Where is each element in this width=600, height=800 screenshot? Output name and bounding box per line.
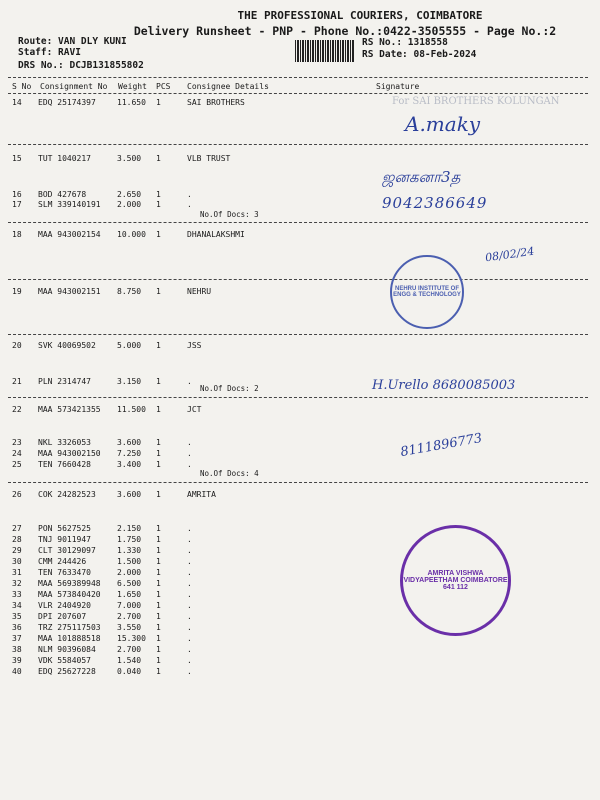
row-details: JCT xyxy=(187,405,202,414)
row-consignment: TEN 7660428 xyxy=(38,460,91,469)
row-sno: 23 xyxy=(12,438,22,447)
table-row xyxy=(0,667,600,678)
row-sno: 33 xyxy=(12,590,22,599)
barcode xyxy=(295,40,355,62)
handwriting-phone: H.Urello 8680085003 xyxy=(372,378,516,393)
row-weight: 3.600 xyxy=(117,438,142,447)
table-row xyxy=(0,601,600,612)
row-consignment: CMM 244426 xyxy=(38,557,87,566)
row-details: VLB TRUST xyxy=(187,154,231,163)
row-weight: 1.650 xyxy=(117,590,142,599)
row-details: . xyxy=(187,438,192,447)
stamp-text: AMRITA VISHWA VIDYAPEETHAM COIMBATORE 641 112 xyxy=(403,570,508,591)
row-consignment: EDQ 25174397 xyxy=(38,98,96,107)
row-weight: 7.250 xyxy=(117,449,142,458)
row-consignment: CLT 30129097 xyxy=(38,546,96,555)
row-consignment: VLR 2404920 xyxy=(38,601,91,610)
row-sno: 37 xyxy=(12,634,22,643)
handwriting-phone: 9042386649 xyxy=(382,194,488,212)
row-sno: 30 xyxy=(12,557,22,566)
table-row xyxy=(0,634,600,645)
row-pcs: 1 xyxy=(156,579,161,588)
table-row xyxy=(0,557,600,568)
row-pcs: 1 xyxy=(156,287,161,296)
row-weight: 7.000 xyxy=(117,601,142,610)
row-details: . xyxy=(187,634,192,643)
table-row xyxy=(0,230,600,241)
row-consignment: MAA 943002150 xyxy=(38,449,101,458)
row-details: . xyxy=(187,656,192,665)
drs-number: DRS No.: DCJB131855802 xyxy=(18,60,144,71)
row-sno: 34 xyxy=(12,601,22,610)
row-details: NEHRU xyxy=(187,287,212,296)
row-consignment: TRZ 275117503 xyxy=(38,623,101,632)
table-row xyxy=(0,524,600,535)
row-details: . xyxy=(187,190,192,199)
row-details: DHANALAKSHMI xyxy=(187,230,245,239)
row-pcs: 1 xyxy=(156,645,161,654)
row-pcs: 1 xyxy=(156,557,161,566)
row-consignment: SVK 40069502 xyxy=(38,341,96,350)
college-stamp xyxy=(390,255,464,329)
row-details: JSS xyxy=(187,341,202,350)
row-pcs: 1 xyxy=(156,535,161,544)
table-row xyxy=(0,438,600,449)
row-sno: 19 xyxy=(12,287,22,296)
row-weight: 2.650 xyxy=(117,190,142,199)
stamp-text: NEHRU INSTITUTE OF ENGG & TECHNOLOGY xyxy=(393,286,461,298)
row-pcs: 1 xyxy=(156,98,161,107)
row-pcs: 1 xyxy=(156,656,161,665)
row-details: . xyxy=(187,535,192,544)
row-pcs: 1 xyxy=(156,601,161,610)
row-divider xyxy=(8,144,588,145)
row-weight: 1.330 xyxy=(117,546,142,555)
col-details: Consignee Details xyxy=(187,82,269,91)
row-sno: 39 xyxy=(12,656,22,665)
row-weight: 3.500 xyxy=(117,154,142,163)
row-consignment: COK 24282523 xyxy=(38,490,96,499)
row-details: . xyxy=(187,546,192,555)
row-sno: 27 xyxy=(12,524,22,533)
row-details: . xyxy=(187,200,192,209)
row-details: SAI BROTHERS xyxy=(187,98,245,107)
col-weight: Weight xyxy=(118,82,147,91)
row-sno: 28 xyxy=(12,535,22,544)
col-signature: Signature xyxy=(376,82,420,91)
row-sno: 16 xyxy=(12,190,22,199)
table-row xyxy=(0,449,600,460)
row-weight: 15.300 xyxy=(117,634,146,643)
row-details: . xyxy=(187,460,192,469)
row-pcs: 1 xyxy=(156,612,161,621)
handwriting-phone: 8111896773 xyxy=(399,430,484,461)
row-weight: 11.500 xyxy=(117,405,146,414)
row-sno: 36 xyxy=(12,623,22,632)
row-weight: 2.700 xyxy=(117,645,142,654)
row-consignment: DPI 207607 xyxy=(38,612,87,621)
row-weight: 1.540 xyxy=(117,656,142,665)
row-consignment: MAA 573840420 xyxy=(38,590,101,599)
route-label: Route: VAN DLY KUNI xyxy=(18,36,127,47)
row-pcs: 1 xyxy=(156,377,161,386)
handwriting-date: 08/02/24 xyxy=(484,244,536,265)
table-row xyxy=(0,623,600,634)
company-title: THE PROFESSIONAL COURIERS, COIMBATORE xyxy=(237,9,483,22)
row-sno: 35 xyxy=(12,612,22,621)
row-weight: 5.000 xyxy=(117,341,142,350)
row-sno: 18 xyxy=(12,230,22,239)
row-consignment: MAA 569389948 xyxy=(38,579,101,588)
row-pcs: 1 xyxy=(156,200,161,209)
row-consignment: NKL 3326053 xyxy=(38,438,91,447)
row-consignment: MAA 943002154 xyxy=(38,230,101,239)
table-row xyxy=(0,200,600,211)
row-sno: 29 xyxy=(12,546,22,555)
faded-stamp-text: For SAI BROTHERS KOLUNGAN xyxy=(392,96,560,107)
row-weight: 3.400 xyxy=(117,460,142,469)
row-divider xyxy=(8,334,588,335)
row-pcs: 1 xyxy=(156,449,161,458)
row-weight: 3.600 xyxy=(117,490,142,499)
table-row xyxy=(0,287,600,298)
row-details: . xyxy=(187,645,192,654)
header-rule-top xyxy=(8,77,588,78)
runsheet-subtitle: Delivery Runsheet - PNP - Phone No.:0422-3505555 - Page No.:2 xyxy=(133,24,557,38)
row-divider xyxy=(8,279,588,280)
row-weight: 1.750 xyxy=(117,535,142,544)
row-weight: 8.750 xyxy=(117,287,142,296)
row-sno: 38 xyxy=(12,645,22,654)
row-pcs: 1 xyxy=(156,590,161,599)
row-sno: 31 xyxy=(12,568,22,577)
row-consignment: PLN 2314747 xyxy=(38,377,91,386)
row-sno: 22 xyxy=(12,405,22,414)
row-pcs: 1 xyxy=(156,230,161,239)
signature-sai: A.maky xyxy=(405,112,481,136)
row-consignment: NLM 90396084 xyxy=(38,645,96,654)
row-weight: 6.500 xyxy=(117,579,142,588)
row-weight: 2.000 xyxy=(117,568,142,577)
row-weight: 2.000 xyxy=(117,200,142,209)
table-row xyxy=(0,590,600,601)
row-pcs: 1 xyxy=(156,341,161,350)
row-weight: 2.150 xyxy=(117,524,142,533)
row-pcs: 1 xyxy=(156,405,161,414)
row-pcs: 1 xyxy=(156,568,161,577)
row-consignment: MAA 101888518 xyxy=(38,634,101,643)
row-details: . xyxy=(187,449,192,458)
row-details: . xyxy=(187,623,192,632)
row-consignment: PON 5627525 xyxy=(38,524,91,533)
col-consignment: Consignment No xyxy=(40,82,108,91)
table-row xyxy=(0,612,600,623)
row-details: . xyxy=(187,377,192,386)
row-sno: 15 xyxy=(12,154,22,163)
row-details: AMRITA xyxy=(187,490,216,499)
row-weight: 10.000 xyxy=(117,230,146,239)
rs-number: RS No.: 1318558 xyxy=(362,37,448,48)
row-weight: 3.150 xyxy=(117,377,142,386)
row-details: . xyxy=(187,590,192,599)
row-details: . xyxy=(187,579,192,588)
row-sno: 24 xyxy=(12,449,22,458)
row-weight: 11.650 xyxy=(117,98,146,107)
row-details: . xyxy=(187,524,192,533)
row-divider xyxy=(8,397,588,398)
row-sno: 20 xyxy=(12,341,22,350)
row-weight: 2.700 xyxy=(117,612,142,621)
row-weight: 3.550 xyxy=(117,623,142,632)
row-pcs: 1 xyxy=(156,490,161,499)
row-divider xyxy=(8,222,588,223)
row-consignment: TNJ 9011947 xyxy=(38,535,91,544)
header-rule-bottom xyxy=(8,93,588,94)
row-pcs: 1 xyxy=(156,667,161,676)
table-row xyxy=(0,490,600,501)
row-sno: 17 xyxy=(12,200,22,209)
row-pcs: 1 xyxy=(156,546,161,555)
table-row xyxy=(0,546,600,557)
row-pcs: 1 xyxy=(156,460,161,469)
row-sno: 26 xyxy=(12,490,22,499)
docs-note: No.Of Docs: 3 xyxy=(200,210,259,219)
row-details: . xyxy=(187,557,192,566)
table-row xyxy=(0,645,600,656)
row-consignment: MAA 573421355 xyxy=(38,405,101,414)
row-details: . xyxy=(187,601,192,610)
row-sno: 21 xyxy=(12,377,22,386)
row-pcs: 1 xyxy=(156,623,161,632)
table-row xyxy=(0,656,600,667)
row-divider xyxy=(8,482,588,483)
row-consignment: SLM 339140191 xyxy=(38,200,101,209)
table-row xyxy=(0,154,600,165)
row-details: . xyxy=(187,612,192,621)
table-row xyxy=(0,341,600,352)
row-details: . xyxy=(187,568,192,577)
row-consignment: TUT 1040217 xyxy=(38,154,91,163)
handwriting-tamil: ஜனகனா3த xyxy=(382,168,461,186)
table-row xyxy=(0,405,600,416)
row-consignment: EDQ 25627228 xyxy=(38,667,96,676)
row-weight: 0.040 xyxy=(117,667,142,676)
row-sno: 32 xyxy=(12,579,22,588)
docs-note: No.Of Docs: 2 xyxy=(200,384,259,393)
row-weight: 1.500 xyxy=(117,557,142,566)
row-pcs: 1 xyxy=(156,524,161,533)
row-pcs: 1 xyxy=(156,154,161,163)
docs-note: No.Of Docs: 4 xyxy=(200,469,259,478)
row-details: . xyxy=(187,667,192,676)
table-row xyxy=(0,535,600,546)
row-sno: 40 xyxy=(12,667,22,676)
row-pcs: 1 xyxy=(156,634,161,643)
row-consignment: VDK 5584057 xyxy=(38,656,91,665)
col-sno: S No xyxy=(12,82,32,91)
row-consignment: TEN 7633470 xyxy=(38,568,91,577)
col-pcs: PCS xyxy=(156,82,171,91)
rs-date: RS Date: 08-Feb-2024 xyxy=(362,49,477,60)
row-sno: 25 xyxy=(12,460,22,469)
row-pcs: 1 xyxy=(156,190,161,199)
row-consignment: MAA 943002151 xyxy=(38,287,101,296)
row-consignment: BOD 427678 xyxy=(38,190,87,199)
amrita-stamp xyxy=(400,525,511,636)
row-pcs: 1 xyxy=(156,438,161,447)
staff-label: Staff: RAVI xyxy=(18,47,81,58)
row-sno: 14 xyxy=(12,98,22,107)
table-row xyxy=(0,460,600,471)
